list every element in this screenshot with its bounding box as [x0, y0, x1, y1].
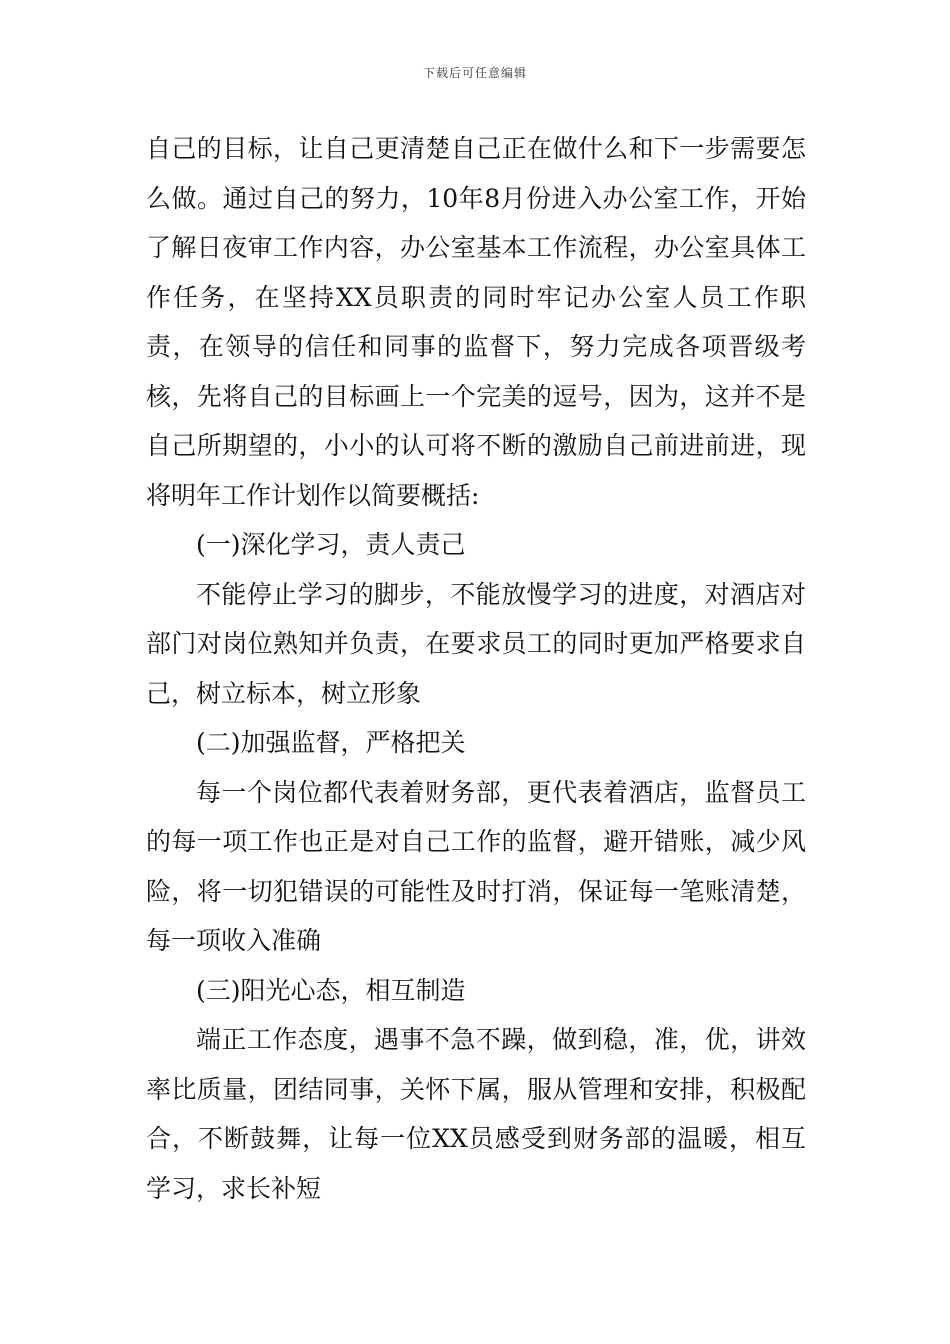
paragraph-section-2: 每一个岗位都代表着财务部，更代表着酒店，监督员工的每一项工作也正是对自己工作的监督，避开错账，减少风险，将一切犯错误的可能性及时打消，保证每一笔账清楚，每一项收入准确	[146, 777, 806, 955]
section-heading-3: (三)阳光心态，相互制造	[196, 975, 466, 1005]
page-header-note: 下载后可任意编辑	[422, 66, 527, 80]
document-body	[146, 124, 806, 1213]
paragraph-intro-continued: 自己的目标，让自己更清楚自己正在做什么和下一步需要怎么做。通过自己的努力，10年8月份进入办公室工作，开始了解日夜审工作内容，办公室基本工作流程，办公室具体工作任务，在坚持XX员职责的同时牢记办公室人员工作职责，在领导的信任和同事的监督下，努力完成各项晋级考核，先将自己的目标画上一个完美的逗号，因为，这并不是自己所期望的，小小的认可将不断的激励自己前进前进，现将明年工作计划作以简要概括:	[146, 134, 806, 510]
section-heading-2: (二)加强监督，严格把关	[196, 728, 466, 757]
paragraph-section-1: 不能停止学习的脚步，不能放慢学习的进度，对酒店对部门对岗位熟知并负责，在要求员工的同时更加严格要求自己，树立标本，树立形象	[146, 579, 806, 708]
section-heading-1: (一)深化学习，责人责己	[196, 530, 466, 559]
paragraph-section-3: 端正工作态度，遇事不急不躁，做到稳，准，优，讲效率比质量，团结同事，关怀下属，服从管理和安排，积极配合，不断鼓舞，让每一位XX员感受到财务部的温暖，相互学习，求长补短	[146, 1025, 806, 1203]
